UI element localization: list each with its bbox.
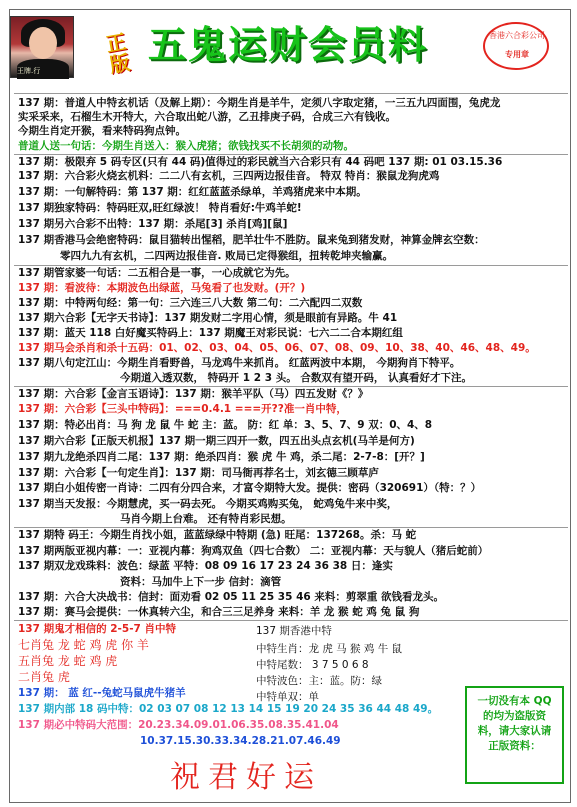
line-41: 137 期必中特码大范围：20.23.34.09.01.06.35.08.35.41.04	[18, 719, 339, 731]
line-22: 137 期：特必出肖：马 狗 龙 鼠 牛 蛇 主：蓝。 防：红 单：3、5、7、9 双：0、4、8	[18, 419, 433, 431]
zhengban-badge: 正版	[104, 29, 132, 78]
seal-mid-text: 专用章	[505, 50, 529, 59]
line-29: 137 期特 码王：今期生肖找小姐，蓝蓝绿绿中特期 (急) 旺尾：137268。杀：马 蛇	[18, 529, 417, 541]
line-7: 137 期：一句解特码：第 137 期：红红蓝蓝杀绿单，羊鸡猪虎来中本期。	[18, 186, 367, 198]
line-34: 137 期：赛马会提供：一休真转六尘，和合三三足养身 来料：羊 龙 猴 蛇 鸡 兔 鼠 狗	[18, 606, 420, 618]
company-seal	[483, 22, 549, 70]
hk-title: 137 期香港中特	[256, 625, 332, 637]
line-38: 二肖兔 虎	[18, 670, 70, 684]
line-6: 137 期：六合彩火烧玄机料：二二八有玄机，三四两边报佳音。 特双 特肖：猴鼠龙狗虎鸡	[18, 170, 440, 182]
line-21: 137 期：六合彩【三头中特码】：===0.4.1 ===开??准一肖中特，	[18, 403, 347, 415]
line-14: 137 期：中特两句经：第一句：三六连三八大数 第二句：二六配四二双数	[18, 297, 363, 309]
line-30: 137 期两版亚视内幕：一：亚视内幕：狗鸡双鱼（四七合数） 二：亚视内幕：天与貌人（猪后蛇前）	[18, 545, 489, 557]
line-8: 137 期独家特码：特码旺双,旺红绿波！ 特肖看好:牛鸡羊蛇!	[18, 202, 302, 214]
line-26: 137 期白小姐传密一肖诗：二四有分四合来，才富令期特大发。提供：密码（320691）（特：？）	[18, 482, 482, 494]
host-photo	[10, 16, 74, 78]
line-37: 五肖兔 龙 蛇 鸡 虎	[18, 654, 118, 668]
line-31: 137 期双龙戏珠料：波色：绿蓝 平特：08 09 16 17 23 24 36 38 日：逢实	[18, 560, 393, 572]
line-32: 资料：马加牛上下一步 信封：滴管	[120, 576, 282, 588]
line-11: 零四九九有玄机，二四两边报佳音. 败局已定得猴组，扭转乾坤夹输赢。	[60, 250, 394, 262]
line-20: 137 期：六合彩【金言玉语诗】：137 期：猴羊平队（马）四五发财《？》	[18, 388, 369, 400]
line-19: 今期道入透双数， 特码开 1 2 3 头。 合数双有望开码， 认真看好才下注。	[120, 372, 473, 384]
line-1: 137 期：普道人中特玄机话（及解上期）：今期生肖是羊牛，定须八字取定猪，一三五九四面围，兔虎龙	[18, 97, 501, 109]
anti-piracy-notice: 一切没有本 QQ 的均为盗版资料，请大家认请正版资料：	[465, 686, 564, 784]
line-16: 137 期：蓝天 118 白好魔买特码上：137 期魔王对彩民说：七六二二合本期红组	[18, 327, 403, 339]
line-33: 137 期：六合大决战书：信封：面劝看 02 05 11 25 35 46 来料：剪翠重 欲钱看龙头。	[18, 591, 444, 603]
line-24: 137 期九龙绝杀四肖二尾：137 期：绝杀四肖：猴 虎 牛 鸡，杀二尾：2-7-8：[开？]	[18, 451, 425, 463]
divider	[14, 93, 568, 94]
line-23: 137 期六合彩【正版天机报】137 期一期三四开一数，四五出头点玄机(马羊是何方)	[18, 435, 415, 447]
line-13: 137 期：看波待：本期波色出绿蓝，马兔看了也发财。(开？)	[18, 282, 306, 294]
line-39: 137 期： 蓝 红--兔蛇马鼠虎牛猪羊	[18, 687, 186, 699]
line-35: 137 期鬼才相信的 2-5-7 肖中特	[18, 623, 177, 635]
line-17: 137 期马会杀肖和杀十五码：01、02、03、04、05、06、07、08、09、10、38、40、46、48、49。	[18, 342, 536, 354]
line-36: 七肖兔 龙 蛇 鸡 虎 你 羊	[18, 638, 149, 652]
page-title: 五鬼运财会员料	[148, 22, 429, 67]
line-10: 137 期香港马会绝密特码：鼠目猫转出惺稻，肥羊壮牛不胜防。鼠来兔到猪发财，神算金牌玄空数：	[18, 234, 485, 246]
hk-zodiac: 中特生肖：龙 虎 马 猴 鸡 牛 鼠	[256, 643, 403, 655]
photo-caption: 王牌.行	[17, 67, 41, 75]
line-5: 137 期：极限弃 5 码专区(只有 44 码)值得过的彩民就当六合彩只有 44 码吧 137 期: 01 03.15.36	[18, 156, 503, 168]
line-28: 马肖今期上台难。 还有特肖彩民想。	[120, 513, 292, 525]
line-12: 137 期管家婆一句话：二五相合是一事，一心成就它为先。	[18, 267, 296, 279]
good-luck-slogan: 祝君好运	[170, 760, 322, 795]
line-15: 137 期六合彩【无字天书诗】：137 期发财二字用心情，须是眼前有异路。牛 41	[18, 312, 398, 324]
hk-color: 中特波色：主：蓝。防：绿	[256, 675, 382, 687]
hk-odd-even: 中特单双：单	[256, 691, 319, 703]
line-3: 今期生肖定开猴，看来特码狗点钟。	[18, 125, 186, 137]
line-42: 10.37.15.30.33.34.28.21.07.46.49	[140, 735, 341, 747]
seal-top-text: 香港六合彩公司	[489, 31, 545, 40]
divider	[14, 620, 568, 621]
line-2: 实采采来，石榴生木开特大，六合取出蛇八游，乙丑排庚子码，合成三六有钱收。	[18, 111, 396, 123]
line-27: 137 期当天发报：今期慧虎，买一码去死。 今期买鸡购买兔， 蛇鸡兔牛来中奖，	[18, 498, 398, 510]
photo-face	[29, 27, 57, 59]
line-4: 普道人送一句话：今期生肖送入：猴入虎猪；欲钱找买不长胡须的动物。	[18, 140, 354, 152]
line-40: 137 期内部 18 码中特：02 03 07 08 12 13 14 15 19 20 24 35 36 44 48 49。	[18, 703, 439, 715]
line-25: 137 期：六合彩【一句定生肖】：137 期：司马衙再荐名士，刘玄德三顾草庐	[18, 467, 379, 479]
line-18: 137 期八句定江山：今期生肖看野兽，马龙鸡牛来抓肖。 红蓝两波中本期， 今期狗肖下特平。	[18, 357, 461, 369]
line-9: 137 期另六合彩不出特：137 期：杀尾[3] 杀肖[鸡][鼠]	[18, 218, 288, 230]
hk-tails: 中特尾数： 3 7 5 0 6 8	[256, 659, 369, 671]
